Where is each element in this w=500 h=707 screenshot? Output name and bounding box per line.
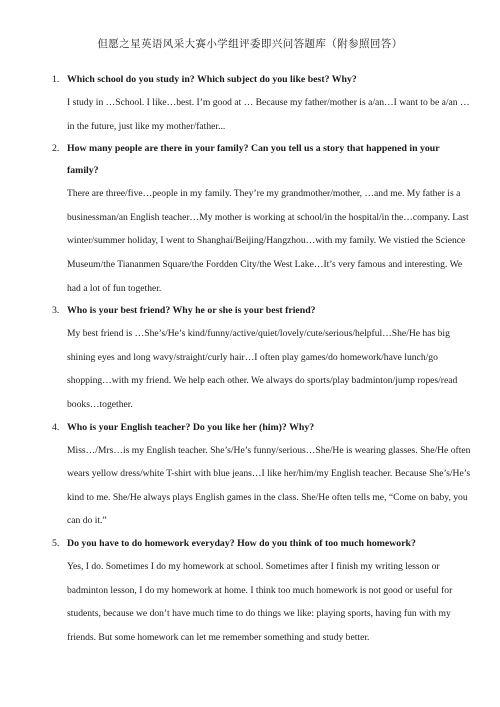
question-number: 2. <box>52 143 60 155</box>
question-text: Who is your best friend? Why he or she is your best friend? <box>67 305 316 317</box>
question-number: 3. <box>52 305 60 317</box>
qa-item-3 <box>0 300 500 416</box>
qa-list <box>0 69 500 649</box>
qa-item-5 <box>0 533 500 649</box>
question-text: Which school do you study in? Which subject do you like best? Why? <box>67 74 357 85</box>
answer-3: My best friend is …She’s/He’s kind/funny/active/quiet/lovely/cute/serious/helpful…She/He has big shining eyes and long wavy/straight/curly hair…I often play games/do homework/have lunch/go shopping…with my friend. We help each other. We always do sports/play badminton/jump ropes/read books…together. <box>67 328 458 410</box>
question-text: Do you have to do homework everyday? How do you think of too much homework? <box>67 537 416 549</box>
question-number: 1. <box>52 74 60 85</box>
answer-4: Miss…/Mrs…is my English teacher. She’s/He’s funny/serious…She/He is wearing glasses. She/He often wears yellow dress/white T-shirt with blue jeans…I like her/him/my English teacher. Because She’s/He’s kind to me. She/He always plays English games in the class. She/He often tells me, “Come on baby, you can do it.” <box>67 444 471 527</box>
question-number: 4. <box>52 421 60 433</box>
qa-item-4 <box>0 417 500 533</box>
document-title: 但愿之星英语风采大赛小学组评委即兴问答题库（附参照回答） <box>97 38 403 50</box>
question-number: 5. <box>52 537 60 549</box>
answer-5: Yes, I do. Sometimes I do my homework at school. Sometimes after I finish my writing lesson or badminton lesson, I do my homework at home. I think too much homework is not good or useful for students, because we don’t have much time to do things we like: playing sports, having fun with my friends. But some homework can let me remember something and study better. <box>67 560 453 643</box>
question-4 <box>52 417 467 439</box>
answer-2: There are three/five…people in my family. They’re my grandmother/mother, …and me. My father is a businessman/an English teacher…My mother is working at school/in the hospital/in the…company. Last winter/summer holiday, I went to Shanghai/Beijing/Hangzhou…with my family. We vistied the Science Museum/the Tiananmen Square/the Fordden City/the West Lake…It’s very famous and interesting. We had a lot of fun together. <box>67 188 469 294</box>
question-5 <box>52 533 467 555</box>
question-text: How many people are there in your family? Can you tell us a story that happened in your family? <box>67 143 440 177</box>
qa-item-2 <box>0 138 500 300</box>
question-3 <box>52 300 467 322</box>
question-1 <box>52 69 467 91</box>
question-2 <box>52 138 467 182</box>
answer-1: I study in …School. I like…best. I’m good at … Because my father/mother is a/an…I want to be a/an …in the future, just like my mother/father... <box>67 97 470 132</box>
qa-item-1 <box>0 69 500 138</box>
question-text: Who is your English teacher? Do you like her (him)? Why? <box>67 421 315 433</box>
